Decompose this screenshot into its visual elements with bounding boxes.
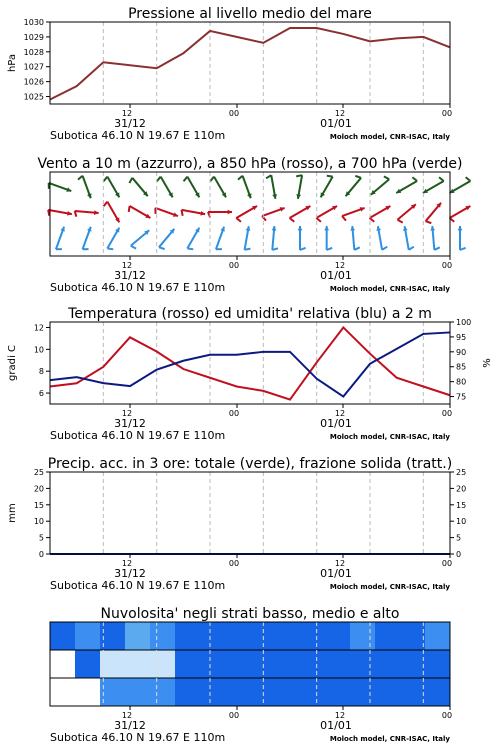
wind-barb [159,229,174,249]
wind-barb-feather [262,216,266,221]
cloud-cell [375,622,401,650]
time-tick-label: 00 [441,559,453,568]
time-tick-label: 12 [121,409,133,418]
wind-barb [129,178,147,196]
cloud-cell [125,622,151,650]
model-credit: Moloch model, CNR-ISAC, Italy [329,583,450,591]
cloud-cell [425,622,451,650]
y-tick-label: 5 [38,533,44,543]
y-tick-label-right: 25 [456,468,467,477]
wind-barb [426,203,441,223]
wind-barb-feather [157,177,161,182]
wind-barb [371,176,389,194]
wind-barb [187,228,199,250]
wind-barb-feather [382,247,387,250]
cloud-cell [125,678,151,706]
time-tick-label: 00 [228,409,240,418]
panel-title-0: Pressione al livello medio del mare [128,6,372,22]
wind-barb [430,226,439,250]
wind-barb-feather [184,177,188,182]
cloud-cell [325,650,351,678]
wind-barb-feather [296,175,302,176]
panel-title-1: Vento a 10 m (azzurro), a 850 hPa (rosso), a 700 hPa (verde) [37,156,463,172]
y-tick-label-right: 95 [456,332,467,342]
panel-title-2: Temperatura (rosso) ed umidita' relativa (blu) a 2 m [68,306,432,322]
time-tick-label: 00 [228,559,240,568]
y-tick-label-right: 15 [456,500,467,510]
wind-barb [129,206,151,218]
y-tick-label: 1025 [23,92,44,102]
date-label: 31/12 [114,719,146,732]
cloud-cell [400,678,426,706]
y-axis-left-3 [34,468,50,559]
cloud-cell [200,678,226,706]
location-label: Subotica 46.10 N 19.67 E 110m [50,579,226,592]
wind-barb [208,210,232,218]
y-axis-left-0 [24,18,50,102]
gridlines-0 [103,22,423,104]
wind-barb [316,206,337,222]
location-label: Subotica 46.10 N 19.67 E 110m [50,281,226,294]
cloud-cell [250,650,276,678]
cloud-cell [75,622,101,650]
wind-barb [184,177,200,198]
cloud-cell [175,622,201,650]
wind-barb-feather [245,249,251,250]
time-tick-label: 00 [441,109,453,118]
model-credit: Moloch model, CNR-ISAC, Italy [329,735,450,743]
wind-barb [245,226,251,250]
date-label: 01/01 [320,269,352,282]
cloud-cell [300,650,326,678]
cloud-cell [175,650,201,678]
wind-barb [216,227,225,250]
wind-barb-feather [355,176,361,178]
time-axis-3 [50,554,452,592]
time-tick-label: 12 [121,711,133,720]
date-label: 31/12 [114,567,146,580]
pressure-line [50,28,450,100]
time-tick-label: 00 [441,711,453,720]
cloud-cell [350,650,376,678]
wind-barb-feather [48,210,49,216]
wind-barb-feather [78,176,83,180]
wind-row-1 [48,202,470,224]
time-axis-4 [50,706,452,744]
cloud-cell [375,678,401,706]
wind-barb [262,207,285,220]
wind-barb [49,183,72,192]
wind-barb-feather [238,176,243,180]
wind-barb-head [324,226,329,230]
wind-barb [56,227,65,250]
wind-barb [107,228,119,250]
date-label: 01/01 [320,719,352,732]
time-tick-label: 12 [121,109,133,118]
wind-barb [104,202,120,223]
wind-barb [296,175,302,199]
cloud-cell [275,678,301,706]
wind-barb [75,210,99,216]
wind-barb-feather [434,247,439,250]
cloud-cell [75,678,101,706]
y-tick-label: 1029 [23,32,44,42]
time-tick-label: 00 [441,409,453,418]
wind-barb-feather [290,218,295,222]
cloud-cell [350,622,376,650]
wind-barb-feather [466,177,471,181]
wind-barb-feather [131,246,136,249]
wind-barb [210,177,226,198]
y-tick-label-right: 100 [456,318,472,327]
y-tick-label-right: 5 [456,533,462,543]
wind-barb [324,226,332,250]
wind-barb-head [350,226,355,231]
gridlines-3 [103,472,423,554]
wind-barb-feather [342,216,346,221]
wind-row-0 [49,175,471,199]
location-label: Subotica 46.10 N 19.67 E 110m [50,429,226,442]
wind-barb [450,206,471,222]
wind-barb [157,177,173,198]
wind-barb [321,176,333,198]
y-tick-label: 25 [33,468,44,477]
model-credit: Moloch model, CNR-ISAC, Italy [329,133,450,141]
wind-barb-head [430,226,435,231]
y-axis-right-3 [450,468,466,559]
wind-barb-head [298,226,303,230]
cloud-cell [325,678,351,706]
cloud-cell [200,650,226,678]
wind-barb-feather [182,210,183,216]
wind-barb [78,176,91,199]
wind-barb-feather [426,221,432,223]
y-axis-label-left-2: gradi C [7,345,18,381]
date-label: 31/12 [114,417,146,430]
y-tick-label: 0 [38,550,44,559]
wind-barb [370,206,391,222]
wind-barb [342,207,365,220]
wind-barb-feather [129,178,132,183]
wind-barb-feather [384,176,389,179]
cloud-cell [250,622,276,650]
wind-barb-feather [354,247,359,250]
cloud-cell [275,622,301,650]
location-label: Subotica 46.10 N 19.67 E 110m [50,129,226,142]
y-tick-label-right: 20 [456,484,467,494]
y-tick-label: 6 [38,389,44,399]
wind-barb [83,227,92,250]
date-label: 01/01 [320,417,352,430]
time-tick-label: 12 [121,261,133,270]
wind-barb [131,230,149,248]
date-label: 31/12 [114,269,146,282]
wind-barb-feather [187,248,193,249]
y-tick-label: 10 [33,517,44,527]
wind-barb-head [272,226,277,231]
wind-barb-feather [412,177,417,181]
wind-row-2 [56,226,466,250]
time-tick-label: 12 [334,261,346,270]
wind-barb [236,206,257,222]
cloud-row-medio [50,650,451,678]
date-label: 31/12 [114,117,146,130]
time-axis-0 [50,104,452,142]
wind-barb [346,176,361,196]
panel-frame-3 [50,472,450,554]
cloud-cell [325,622,351,650]
cloud-cell [400,650,426,678]
wind-barb-feather [327,176,333,177]
cloud-cell [225,678,251,706]
cloud-cell [150,650,176,678]
cloud-cell [275,650,301,678]
time-tick-label: 00 [441,261,453,270]
wind-barb [48,210,72,216]
panel-title-3: Precip. acc. in 3 ore: totale (verde), frazione solida (tratt.) [47,456,453,472]
wind-barb [458,226,466,250]
wind-barb-feather [236,218,241,222]
y-axis-label-right-2: % [482,358,493,368]
wind-barb [182,210,206,216]
wind-barb [396,177,417,193]
cloud-cell [400,622,426,650]
time-tick-label: 12 [334,409,346,418]
wind-barb-feather [159,247,165,249]
y-axis-left-2 [34,323,50,398]
model-credit: Moloch model, CNR-ISAC, Italy [329,285,450,293]
cloud-cell [375,650,401,678]
cloud-cell [75,650,101,678]
time-tick-label: 00 [228,109,240,118]
cloud-cell [50,650,76,678]
wind-barb-feather [409,247,414,250]
cloud-cell [50,622,76,650]
cloud-cell [250,678,276,706]
y-tick-label: 1027 [23,62,44,72]
time-tick-label: 12 [334,711,346,720]
cloud-cell [300,678,326,706]
y-axis-right-2 [450,318,471,402]
cloud-cell [125,650,151,678]
time-axis-1 [50,256,452,294]
y-tick-label: 1028 [23,47,44,57]
wind-barb-feather [104,177,108,182]
wind-barb [298,226,306,250]
y-axis-label-left-3: mm [7,503,18,523]
y-tick-label: 10 [33,345,44,355]
wind-barb [403,226,414,250]
model-credit: Moloch model, CNR-ISAC, Italy [329,433,450,441]
y-tick-label-right: 80 [456,377,467,387]
time-tick-label: 12 [121,559,133,568]
cloud-row-basso [50,678,451,706]
panel-frame-2 [50,322,450,404]
humidity-line [50,332,450,396]
wind-barb-feather [104,202,108,207]
y-tick-label: 20 [33,484,44,494]
panel-title-4: Nuvolosita' negli strati basso, medio e alto [100,606,400,622]
time-tick-label: 12 [334,109,346,118]
y-tick-label: 15 [33,500,44,510]
temperature-line [50,327,450,399]
cloud-cell [150,678,176,706]
wind-barb [104,177,120,198]
y-tick-label-right: 75 [456,392,467,402]
cloud-cell [50,678,76,706]
wind-barb [350,226,359,250]
wind-barb [423,177,444,193]
wind-barb [266,175,277,199]
wind-barb [376,226,387,250]
cloud-cell [300,622,326,650]
location-label: Subotica 46.10 N 19.67 E 110m [50,731,226,744]
cloud-cell [150,622,176,650]
wind-barb [238,176,251,199]
cloud-cell [425,678,451,706]
y-axis-label-left-0: hPa [7,53,18,73]
wind-barb [397,204,415,222]
y-tick-label-right: 85 [456,362,467,372]
wind-barb-feather [439,177,444,181]
y-tick-label-right: 0 [456,550,462,559]
wind-barb-head [458,226,463,230]
wind-barb-feather [397,220,402,223]
wind-barb-head [228,210,232,215]
y-tick-label: 1026 [23,77,44,87]
wind-barb-feather [107,248,113,249]
time-tick-label: 00 [228,261,240,270]
time-tick-label: 00 [228,711,240,720]
wind-barb-feather [129,206,130,212]
y-tick-label: 1030 [23,18,44,27]
wind-barb-head [94,210,99,215]
time-axis-2 [50,404,452,442]
cloud-cell [175,678,201,706]
cloud-cell [350,678,376,706]
cloud-cell [225,650,251,678]
time-tick-label: 12 [334,559,346,568]
y-tick-label: 12 [33,323,44,333]
cloud-row-alto [50,622,451,650]
wind-barb-feather [266,175,271,178]
date-label: 01/01 [320,567,352,580]
wind-barb [155,208,178,217]
date-label: 01/01 [320,117,352,130]
y-tick-label-right: 10 [456,517,467,527]
y-tick-label: 8 [38,367,44,377]
wind-barb [450,177,471,193]
cloud-cell [225,622,251,650]
y-tick-label-right: 90 [456,347,467,357]
wind-barb [272,226,278,250]
cloud-cell [425,650,451,678]
wind-barb-feather [210,177,214,182]
wind-barb [290,206,311,222]
cloud-cell [200,622,226,650]
